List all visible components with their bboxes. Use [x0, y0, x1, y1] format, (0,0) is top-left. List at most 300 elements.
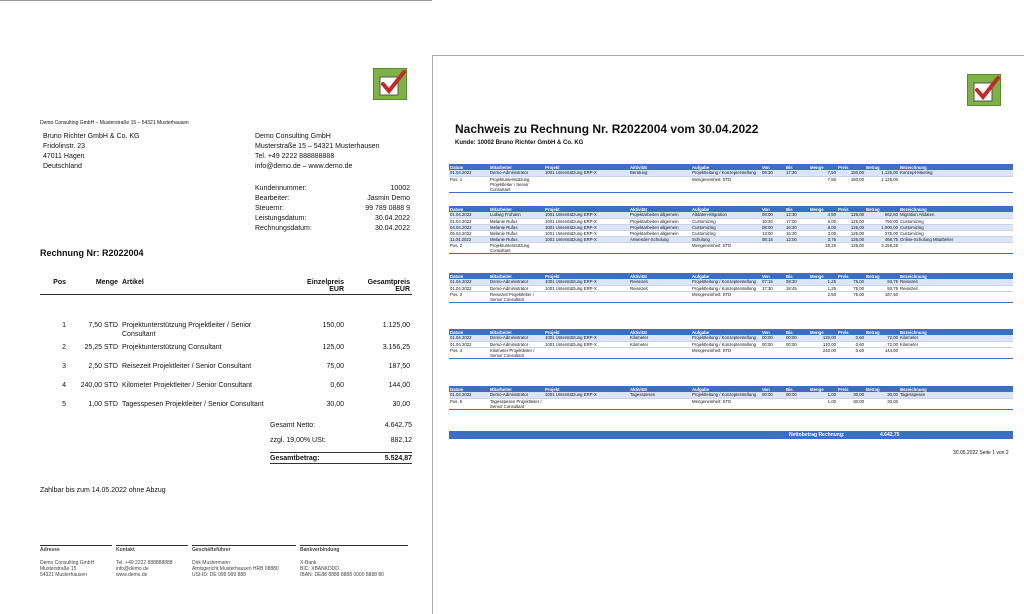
- col-einzelpreis-currency: EUR: [329, 286, 344, 293]
- proof-sum-cell: [899, 398, 1013, 409]
- proof-col-header: Betrag: [865, 164, 899, 170]
- proof-sum-cell: Kilometer Projektleiter / Senior Consultant: [489, 347, 544, 358]
- proof-sum-cell: [629, 242, 691, 253]
- footer-bank: [300, 545, 408, 578]
- proof-cell: Projektleitung / Konzepterstellung: [691, 279, 761, 285]
- checkmark-logo-icon: [373, 68, 407, 100]
- proof-col-header: Aufgabe: [691, 164, 761, 170]
- proof-col-header: Projekt: [544, 164, 629, 170]
- invoice-page: [0, 0, 432, 614]
- proof-cell: Ludwig Frohann: [489, 212, 544, 218]
- meta-label: Bearbeiter:: [255, 195, 290, 202]
- total-netto: [270, 422, 412, 429]
- cell-menge: 25,25 STD: [84, 344, 118, 351]
- footer-line: www.demo.de: [116, 572, 148, 578]
- proof-sum-cell: [629, 291, 691, 302]
- proof-cell: Reisezeit: [629, 279, 691, 285]
- proof-cell: Projektarbeiten allgemein: [629, 224, 691, 230]
- proof-col-header: Bis: [785, 273, 809, 279]
- proof-cell: 125,00: [837, 218, 865, 224]
- proof-sum-cell: [785, 398, 809, 409]
- proof-cell: 00:00: [785, 392, 809, 398]
- proof-cell: 17:30: [761, 285, 785, 291]
- proof-col-header: Aufgabe: [691, 273, 761, 279]
- proof-cell: 01.04.2022: [449, 212, 489, 218]
- page-number: 30.05.2022 Seite 1 von 2: [953, 450, 1009, 456]
- table-row: [40, 398, 412, 417]
- proof-cell: Altdaten-Migration: [691, 212, 761, 218]
- proof-cell: 1001 Unterstützung ERP-X: [544, 285, 629, 291]
- proof-col-header: Datum: [449, 273, 489, 279]
- proof-sum-cell: 7,50: [809, 176, 837, 192]
- proof-col-header: Bis: [785, 164, 809, 170]
- proof-cell: 01.04.2022: [449, 170, 489, 176]
- proof-sum-row: [449, 347, 1013, 358]
- proof-sum-cell: [899, 347, 1013, 358]
- proof-cell: Projektleitung / Konzepterstellung: [691, 392, 761, 398]
- proof-col-header: Aufgabe: [691, 386, 761, 392]
- proof-cell: 12:00: [785, 236, 809, 242]
- net-total-bar: [449, 431, 1013, 439]
- proof-cell: Reisezeit: [899, 285, 1013, 291]
- proof-sum-cell: 150,00: [837, 176, 865, 192]
- proof-cell: 08:30: [785, 279, 809, 285]
- total-brutto: [270, 452, 412, 464]
- proof-cell: 01.04.2022: [449, 279, 489, 285]
- proof-col-header: Preis: [837, 273, 865, 279]
- proof-sum-cell: Mengeneinheit: STD: [691, 242, 761, 253]
- cell-einzel: 0,60: [330, 382, 344, 389]
- proof-sum-cell: [761, 242, 785, 253]
- meta-label: Kundennummer:: [255, 185, 307, 192]
- proof-cell: 00:00: [761, 392, 785, 398]
- proof-cell: Demo-Administrator: [489, 170, 544, 176]
- proof-col-header: Aktivität: [629, 329, 691, 335]
- company-line: Musterstraße 15 – 54321 Musterhausen: [255, 143, 380, 150]
- proof-sum-cell: [899, 176, 1013, 192]
- proof-page: [432, 55, 1024, 614]
- cell-menge: 240,00 STD: [80, 382, 118, 389]
- proof-cell: 1001 Unterstützung ERP-X: [544, 341, 629, 347]
- proof-cell: 16:30: [785, 224, 809, 230]
- proof-cell: Anwender-Schulung: [629, 236, 691, 242]
- proof-table: [449, 273, 1013, 303]
- proof-col-header: Projekt: [544, 329, 629, 335]
- proof-cell: 13:00: [761, 230, 785, 236]
- col-einzelpreis-label: Einzelpreis: [307, 279, 344, 286]
- proof-sum-cell: Projektunterstützung Consultant: [489, 242, 544, 253]
- proof-cell: 125,00: [837, 224, 865, 230]
- proof-sum-row: [449, 176, 1013, 192]
- proof-col-header: Bis: [785, 206, 809, 212]
- proof-col-header: Betrag: [865, 386, 899, 392]
- footer-line: 54321 Musterhausen: [40, 572, 87, 578]
- recipient-line: Deutschland: [43, 163, 82, 170]
- proof-sum-cell: 2,50: [809, 291, 837, 302]
- proof-cell: 1001 Unterstützung ERP-X: [544, 279, 629, 285]
- proof-col-header: Betrag: [865, 206, 899, 212]
- proof-col-header: Projekt: [544, 273, 629, 279]
- cell-gesamt: 30,00: [392, 401, 410, 408]
- company-line: info@demo.de – www.demo.de: [255, 163, 353, 170]
- proof-cell: Melanie Rufus: [489, 230, 544, 236]
- proof-cell: 150,00: [837, 170, 865, 176]
- proof-table: [449, 206, 1013, 254]
- meta-value: Jasmin Demo: [367, 195, 410, 202]
- company-line: Tel. +49 2222 888888888: [255, 153, 335, 160]
- proof-cell: 04.04.2022: [449, 224, 489, 230]
- proof-cell: Projektleitung / Konzepterstellung: [691, 285, 761, 291]
- footer-line: IBAN: DE88 8888 8888 0000 8888 80: [300, 572, 384, 578]
- cell-gesamt: 187,50: [388, 363, 410, 370]
- proof-cell: Customizing: [691, 224, 761, 230]
- proof-cell: 7,50: [809, 170, 837, 176]
- cell-menge: 7,50 STD: [88, 322, 118, 329]
- total-ust: [270, 437, 412, 444]
- proof-cell: 08:00: [761, 224, 785, 230]
- proof-cell: 01.04.2022: [449, 335, 489, 341]
- proof-sum-cell: 240,00: [809, 347, 837, 358]
- proof-sum-row: [449, 291, 1013, 302]
- proof-cell: Kilometer: [629, 341, 691, 347]
- proof-col-header: Von: [761, 329, 785, 335]
- proof-cell: 0,60: [837, 341, 865, 347]
- proof-col-header: Projekt: [544, 206, 629, 212]
- total-netto-value: 4.642,75: [384, 422, 412, 429]
- proof-cell: 17:30: [785, 170, 809, 176]
- proof-col-header: Aktivität: [629, 273, 691, 279]
- proof-cell: 750,00: [865, 218, 899, 224]
- proof-sum-cell: 30,00: [837, 398, 865, 409]
- cell-artikel: Projektunterstützung Consultant: [122, 344, 222, 351]
- proof-cell: 18:45: [785, 285, 809, 291]
- proof-cell: 93,75: [865, 285, 899, 291]
- footer-line: info@demo.de: [116, 566, 149, 572]
- proof-sum-cell: 1,00: [809, 398, 837, 409]
- footer-line: Dirk Mustermann: [192, 560, 231, 566]
- proof-col-header: Projekt: [544, 386, 629, 392]
- proof-cell: 4,50: [809, 212, 837, 218]
- proof-cell: 6,00: [809, 218, 837, 224]
- cell-gesamt: 1.125,00: [382, 322, 410, 329]
- net-total-label: Nettobetrag Rechnung:: [789, 432, 845, 438]
- proof-cell: 12:30: [785, 212, 809, 218]
- proof-col-header: Von: [761, 164, 785, 170]
- proof-col-header: Mitarbeiter: [489, 164, 544, 170]
- proof-sum-cell: 30,00: [865, 398, 899, 409]
- proof-col-header: Mitarbeiter: [489, 386, 544, 392]
- proof-sum-cell: 1.125,00: [865, 176, 899, 192]
- proof-col-header: Datum: [449, 329, 489, 335]
- proof-sum-cell: 25,25: [809, 242, 837, 253]
- meta-label: Rechnungsdatum:: [255, 225, 312, 232]
- meta-row: [255, 214, 410, 224]
- meta-label: Leistungsdatum:: [255, 215, 307, 222]
- proof-col-header: Menge: [809, 164, 837, 170]
- footer-line: X-Bank: [300, 560, 317, 566]
- proof-cell: 01.04.2022: [449, 392, 489, 398]
- cell-einzel: 75,00: [326, 363, 344, 370]
- total-brutto-value: 5.524,87: [384, 455, 412, 462]
- col-gesamtpreis-currency: EUR: [395, 286, 410, 293]
- proof-col-header: Aktivität: [629, 206, 691, 212]
- proof-cell: 1,00: [809, 392, 837, 398]
- proof-sum-cell: Mengeneinheit: STD: [691, 347, 761, 358]
- proof-cell: Tagesspesen: [899, 392, 1013, 398]
- proof-sum-cell: Pos. 4: [449, 347, 489, 358]
- proof-sum-cell: [761, 291, 785, 302]
- company-line: Demo Consulting GmbH: [255, 133, 331, 140]
- proof-sum-cell: 75,00: [837, 291, 865, 302]
- cell-pos: 1: [62, 322, 66, 329]
- proof-sum-cell: [785, 242, 809, 253]
- proof-sum-cell: Mengeneinheit: STD: [691, 291, 761, 302]
- cell-menge: 2,50 STD: [88, 363, 118, 370]
- proof-cell: Kilometer: [899, 341, 1013, 347]
- proof-sum-cell: [785, 176, 809, 192]
- proof-cell: 3,75: [809, 236, 837, 242]
- proof-cell: 120,00: [809, 335, 837, 341]
- cell-einzel: 30,00: [326, 401, 344, 408]
- proof-cell: 125,00: [837, 236, 865, 242]
- meta-row: [255, 184, 410, 194]
- cell-artikel: Reisezeit Projektleiter / Senior Consultant: [122, 363, 252, 370]
- proof-cell: 75,00: [837, 279, 865, 285]
- proof-cell: Projektarbeiten allgemein: [629, 230, 691, 236]
- proof-sum-cell: Tagesspesen Projektleiter / Senior Consultant: [489, 398, 544, 409]
- proof-cell: 08:00: [761, 212, 785, 218]
- proof-sum-cell: Pos. 2: [449, 242, 489, 253]
- payment-terms: Zahlbar bis zum 14.05.2022 ohne Abzug: [40, 487, 166, 494]
- col-pos: Pos: [40, 278, 68, 295]
- proof-cell: 1001 Unterstützung ERP-X: [544, 335, 629, 341]
- proof-cell: Customizing: [899, 218, 1013, 224]
- meta-value: 30.04.2022: [374, 215, 410, 222]
- proof-col-header: Bezeichnung: [899, 273, 1013, 279]
- cell-pos: 2: [62, 344, 66, 351]
- company-address: [255, 132, 380, 172]
- footer-head: Kontakt: [116, 545, 188, 553]
- proof-sum-cell: [629, 347, 691, 358]
- meta-row: [255, 204, 410, 214]
- meta-value: 99 789 0888 9: [365, 205, 410, 212]
- proof-cell: Customizing: [899, 230, 1013, 236]
- total-netto-label: Gesamt Netto:: [270, 422, 316, 429]
- proof-cell: 72,00: [865, 335, 899, 341]
- proof-cell: 00:00: [761, 341, 785, 347]
- proof-cell: Customizing: [691, 230, 761, 236]
- proof-cell: 08:15: [761, 236, 785, 242]
- proof-table: [449, 386, 1013, 410]
- footer-line: Demo Consulting GmbH: [40, 560, 95, 566]
- proof-col-header: Datum: [449, 206, 489, 212]
- cell-einzel: 150,00: [322, 322, 344, 329]
- proof-cell: Demo-Administrator: [489, 285, 544, 291]
- proof-col-header: Aufgabe: [691, 329, 761, 335]
- proof-cell: Melanie Rufus: [489, 218, 544, 224]
- proof-cell: Migration Altdaten: [899, 212, 1013, 218]
- proof-cell: Projektleitung / Konzepterstellung: [691, 335, 761, 341]
- proof-sum-cell: Reisezeit Projektleiter / Senior Consultant: [489, 291, 544, 302]
- proof-sum-cell: 0,60: [837, 347, 865, 358]
- table-row: [40, 379, 412, 398]
- total-ust-value: 882,12: [390, 437, 412, 444]
- proof-table: [449, 164, 1013, 193]
- proof-col-header: Menge: [809, 273, 837, 279]
- proof-sum-cell: [544, 291, 629, 302]
- col-einzelpreis: [280, 278, 346, 295]
- proof-cell: 00:00: [761, 335, 785, 341]
- proof-cell: Tagesspesen: [629, 392, 691, 398]
- proof-cell: Projektleitung / Konzepterstellung: [691, 341, 761, 347]
- proof-cell: Customizing: [691, 218, 761, 224]
- table-row: [40, 360, 412, 379]
- meta-row: [255, 194, 410, 204]
- proof-cell: Projektarbeiten allgemein: [629, 218, 691, 224]
- proof-sum-cell: [785, 291, 809, 302]
- proof-cell: Melanie Rufus: [489, 236, 544, 242]
- proof-cell: 1,25: [809, 285, 837, 291]
- cell-gesamt: 144,00: [388, 382, 410, 389]
- proof-cell: Projektarbeiten allgemein: [629, 212, 691, 218]
- proof-col-header: Von: [761, 386, 785, 392]
- proof-col-header: Mitarbeiter: [489, 273, 544, 279]
- proof-cell: Demo-Administrator: [489, 279, 544, 285]
- recipient-line: 47011 Hagen: [43, 153, 85, 160]
- proof-col-header: Bezeichnung: [899, 206, 1013, 212]
- meta-label: Steuernr:: [255, 205, 284, 212]
- meta-value: 30.04.2022: [374, 225, 410, 232]
- proof-sum-cell: Pos. 1: [449, 176, 489, 192]
- recipient-line: Fridolinstr. 23: [43, 143, 86, 150]
- proof-cell: 17:00: [785, 218, 809, 224]
- proof-sum-row: [449, 242, 1013, 253]
- proof-col-header: Preis: [837, 164, 865, 170]
- proof-cell: 05.04.2022: [449, 230, 489, 236]
- footer-head: Geschäftsführer: [192, 545, 296, 553]
- footer-head: Adresse: [40, 545, 112, 553]
- meta-value: 10002: [390, 185, 410, 192]
- proof-cell: 1.000,00: [865, 224, 899, 230]
- cell-artikel: Tagesspesen Projektleiter / Senior Consultant: [122, 401, 264, 408]
- proof-cell: 07:15: [761, 279, 785, 285]
- proof-cell: 1001 Unterstützung ERP-X: [544, 224, 629, 230]
- invoice-title: Rechnung Nr: R2022004: [40, 248, 144, 258]
- footer-management: [192, 545, 296, 578]
- proof-sum-cell: Pos. 3: [449, 291, 489, 302]
- proof-col-header: Aufgabe: [691, 206, 761, 212]
- proof-col-header: Preis: [837, 329, 865, 335]
- proof-cell: 93,75: [865, 279, 899, 285]
- footer-line: BIC: XBANKDDD: [300, 566, 339, 572]
- table-header-row: [40, 278, 412, 295]
- proof-col-header: Von: [761, 206, 785, 212]
- footer-line: Amtsgericht Musterhausen HRB 08880: [192, 566, 279, 572]
- proof-col-header: Betrag: [865, 273, 899, 279]
- proof-sum-cell: [629, 176, 691, 192]
- proof-cell: 125,00: [837, 230, 865, 236]
- col-gesamtpreis: [346, 278, 412, 295]
- proof-cell: Demo-Administrator: [489, 341, 544, 347]
- proof-sum-cell: [544, 176, 629, 192]
- proof-cell: Online-Schulung Mitarbeiter: [899, 236, 1013, 242]
- proof-cell: Konzept-Meeting: [899, 170, 1013, 176]
- proof-col-header: Preis: [837, 206, 865, 212]
- proof-cell: 120,00: [809, 341, 837, 347]
- footer-line: Tel. +49 2222 888888888: [116, 560, 173, 566]
- proof-cell: 16:30: [785, 230, 809, 236]
- proof-cell: 11.04.2022: [449, 236, 489, 242]
- proof-col-header: Bis: [785, 329, 809, 335]
- proof-cell: 1001 Unterstützung ERP-X: [544, 392, 629, 398]
- proof-cell: 1.125,00: [865, 170, 899, 176]
- proof-sum-cell: [544, 347, 629, 358]
- proof-cell: 1001 Unterstützung ERP-X: [544, 212, 629, 218]
- proof-cell: 125,00: [837, 212, 865, 218]
- net-total-value: 4.642,75: [880, 432, 900, 438]
- total-ust-label: zzgl. 19,00% USt:: [270, 437, 326, 444]
- proof-cell: Melanie Rufus: [489, 224, 544, 230]
- proof-cell: 30,00: [837, 392, 865, 398]
- table-row: [40, 341, 412, 360]
- proof-col-header: Menge: [809, 329, 837, 335]
- proof-col-header: Mitarbeiter: [489, 329, 544, 335]
- proof-cell: 10:30: [761, 218, 785, 224]
- proof-sum-row: [449, 398, 1013, 409]
- cell-artikel: Projektunterstützung Projektleiter / Senior Consultant: [122, 322, 252, 338]
- footer-contact: [116, 545, 188, 578]
- proof-col-header: Von: [761, 273, 785, 279]
- proof-sum-cell: Mengeneinheit: STD: [691, 176, 761, 192]
- proof-sum-cell: [761, 398, 785, 409]
- proof-subtitle: Kunde: 10002 Bruno Richter GmbH & Co. KG: [455, 140, 584, 146]
- col-artikel: Artikel: [120, 278, 280, 295]
- proof-col-header: Betrag: [865, 329, 899, 335]
- proof-cell: 75,00: [837, 285, 865, 291]
- proof-cell: 468,75: [865, 236, 899, 242]
- proof-sum-cell: 187,50: [865, 291, 899, 302]
- proof-cell: Schulung: [691, 236, 761, 242]
- proof-sum-cell: [761, 176, 785, 192]
- proof-sum-cell: 144,00: [865, 347, 899, 358]
- proof-cell: 562,50: [865, 212, 899, 218]
- footer-line: USt-ID: DE 999 999 888: [192, 572, 246, 578]
- cell-pos: 4: [62, 382, 66, 389]
- proof-cell: Projektleitung / Konzepterstellung: [691, 170, 761, 176]
- total-brutto-label: Gesamtbetrag:: [270, 455, 320, 462]
- proof-sum-cell: Mengeneinheit: STD: [691, 398, 761, 409]
- col-gesamtpreis-label: Gesamtpreis: [367, 279, 410, 286]
- proof-sum-cell: [785, 347, 809, 358]
- col-menge: Menge: [68, 278, 120, 295]
- proof-cell: 00:00: [785, 341, 809, 347]
- proof-cell: 01.04.2022: [449, 218, 489, 224]
- proof-cell: Kilometer: [899, 335, 1013, 341]
- proof-cell: 01.04.2022: [449, 341, 489, 347]
- proof-col-header: Menge: [809, 206, 837, 212]
- recipient-address: [43, 132, 139, 172]
- proof-cell: 8,00: [809, 224, 837, 230]
- proof-col-header: Bezeichnung: [899, 386, 1013, 392]
- proof-col-header: Datum: [449, 164, 489, 170]
- checkmark-logo-icon: [967, 74, 1001, 106]
- recipient-line: Bruno Richter GmbH & Co. KG: [43, 133, 140, 140]
- proof-cell: 30,00: [865, 392, 899, 398]
- proof-cell: 0,60: [837, 335, 865, 341]
- proof-col-header: Menge: [809, 386, 837, 392]
- proof-cell: 1001 Unterstützung ERP-X: [544, 230, 629, 236]
- proof-cell: 72,00: [865, 341, 899, 347]
